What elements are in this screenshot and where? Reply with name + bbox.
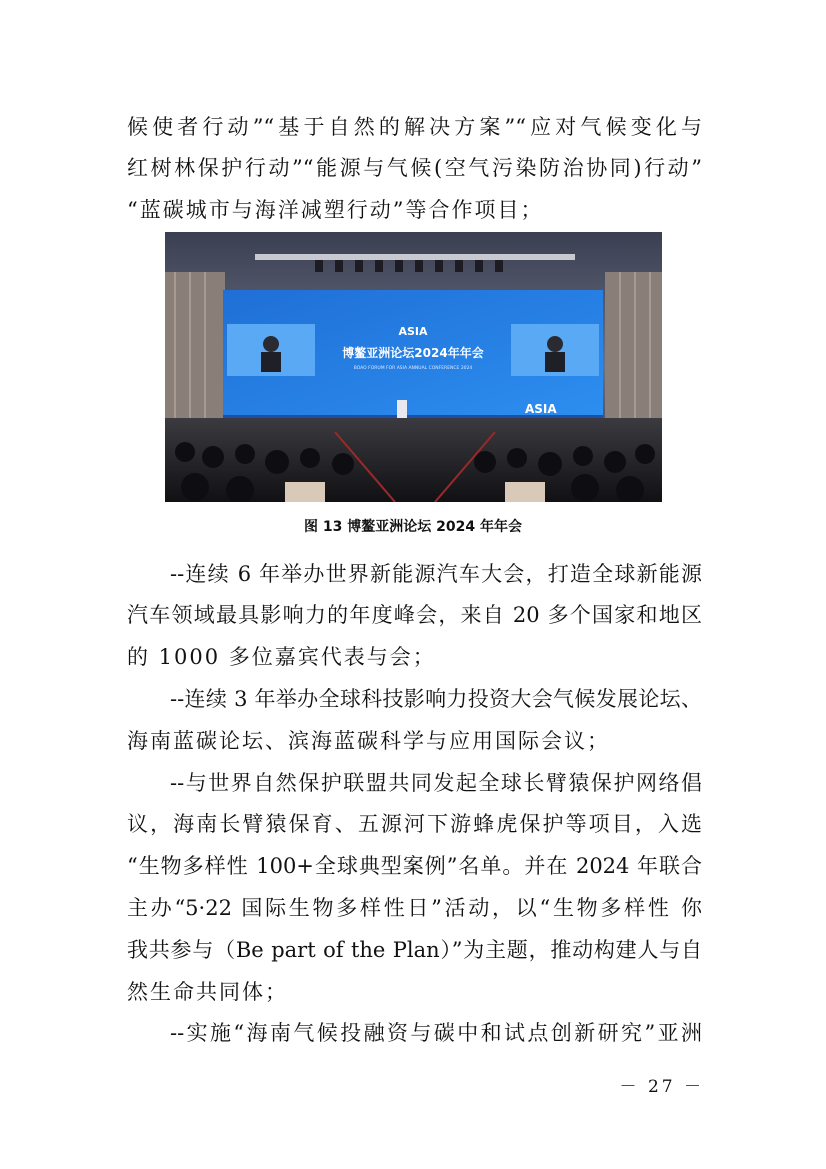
text-line: 海南蓝碳论坛、滨海蓝碳科学与应用国际会议； [127, 729, 610, 753]
screen-subtitle: BOAO FORUM FOR ASIA ANNUAL CONFERENCE 2024 [353, 366, 473, 371]
stage-logo: ASIA [525, 402, 557, 416]
text-line: 然生命共同体； [127, 980, 288, 1004]
text-line: --实施“海南气候投融资与碳中和试点创新研究”亚洲 [170, 1021, 702, 1045]
text-line: 主办“5·22 国际生物多样性日”活动，以“生物多样性 你 [127, 896, 702, 920]
conference-photo [165, 232, 662, 502]
text-line: --与世界自然保护联盟共同发起全球长臂猿保护网络倡 [170, 771, 702, 795]
text-line: “生物多样性 100+全球典型案例”名单。并在 2024 年联合 [127, 854, 702, 878]
page-number: － 27 － [619, 1077, 704, 1097]
text-line: --连续 6 年举办世界新能源汽车大会，打造全球新能源 [170, 562, 702, 586]
text-line: --连续 3 年举办全球科技影响力投资大会气候发展论坛、 [170, 687, 702, 711]
text-line: 的 1000 多位嘉宾代表与会； [127, 645, 436, 669]
text-line: 红树林保护行动”“能源与气候(空气污染防治协同)行动” [127, 156, 702, 180]
screen-title: 博鳌亚洲论坛2024年年会 [342, 346, 484, 360]
text-line: 议，海南长臂猿保育、五源河下游蜂虎保护等项目，入选 [127, 812, 702, 836]
text-line: 汽车领域最具影响力的年度峰会，来自 20 多个国家和地区 [127, 603, 702, 627]
text-line: 我共参与（Be part of the Plan）”为主题，推动构建人与自 [127, 938, 702, 962]
figure-caption: 图 13 博鳌亚洲论坛 2024 年年会 [304, 519, 522, 535]
text-line: 候使者行动”“基于自然的解决方案”“应对气候变化与 [127, 115, 702, 139]
text-line: “蓝碳城市与海洋减塑行动”等合作项目； [127, 198, 544, 222]
screen-logo: ASIA [398, 325, 428, 338]
